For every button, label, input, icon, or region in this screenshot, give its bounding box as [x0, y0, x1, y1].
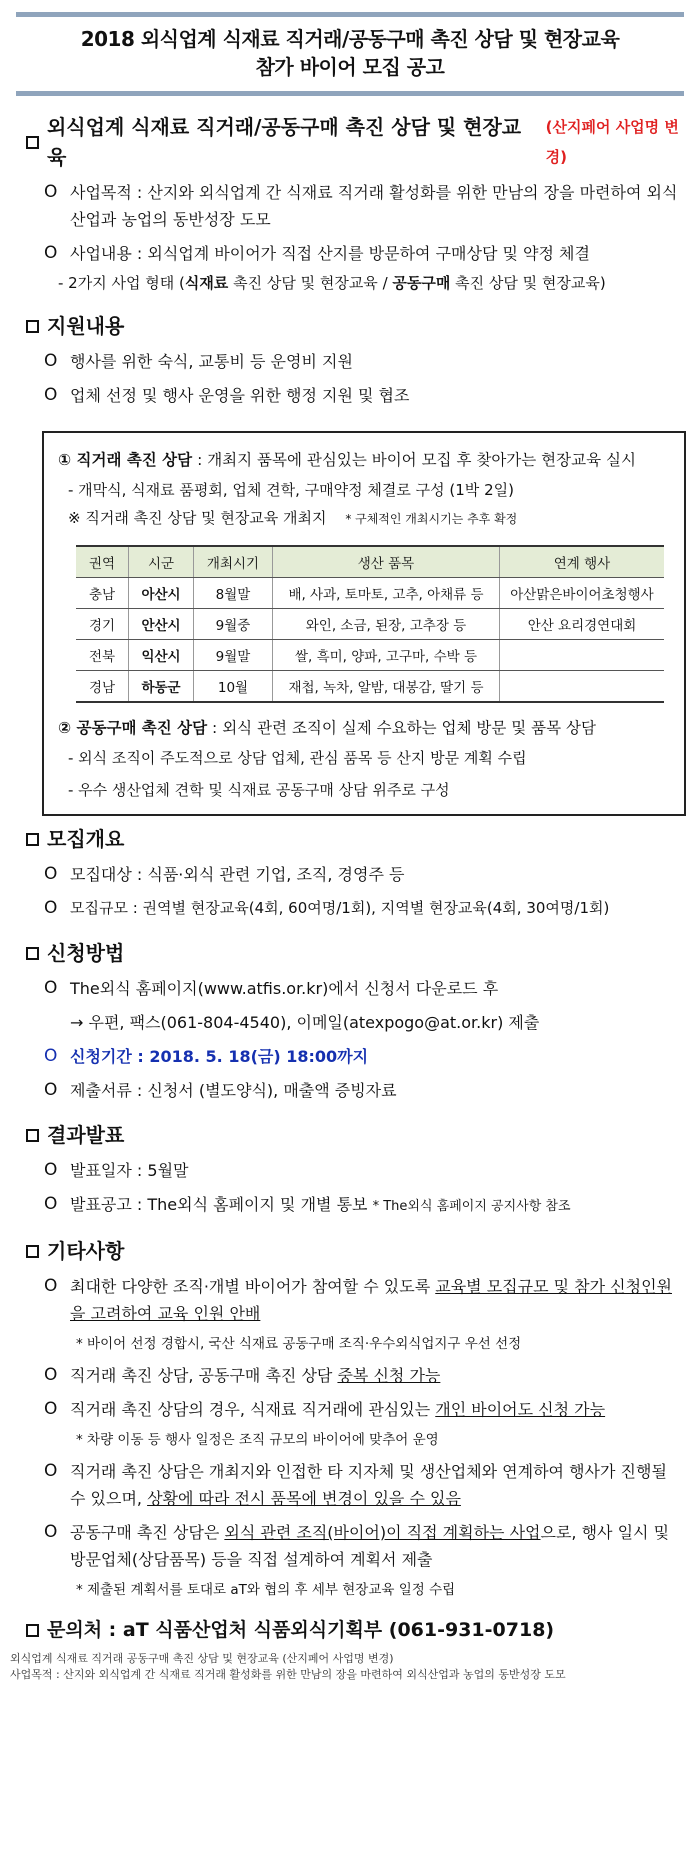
- direct-trade-item: ① 직거래 촉진 상담 : 개최지 품목에 관심있는 바이어 모집 후 찾아가는 현장교육 실시: [58, 451, 636, 469]
- checkbox-square-icon: [26, 1624, 39, 1637]
- page-title: 2018 외식업계 식재료 직거래/공동구매 촉진 상담 및 현장교육: [80, 27, 620, 51]
- result-date: O 발표일자 : 5월말: [44, 1157, 686, 1184]
- etc-item: O 직거래 촉진 상담, 공동구매 촉진 상담 중복 신청 가능: [44, 1362, 686, 1389]
- footer-line: 사업목적 : 산지와 외식업계 간 식재료 직거래 활성화를 위한 만남의 장을 마련하여 외식산업과 농업의 동반성장 도모: [10, 1668, 566, 1681]
- etc-section: [0, 1236, 700, 1601]
- table-header: 개최시기: [194, 546, 273, 578]
- etc-item: O 직거래 촉진 상담의 경우, 식재료 직거래에 관심있는 개인 바이어도 신청 가능: [44, 1396, 686, 1423]
- apply-section: [0, 938, 700, 1104]
- circle-bullet-icon: O: [44, 351, 58, 371]
- recruit-target: O 모집대상 : 식품·외식 관련 기업, 조직, 경영주 등: [44, 861, 686, 888]
- group-buy-sub: - 우수 생산업체 견학 및 식재료 공동구매 상담 위주로 구성: [68, 781, 450, 799]
- apply-period: O 신청기간 : 2018. 5. 18(금) 18:00까지: [44, 1043, 686, 1070]
- types-line: - 2가지 사업 형태 (식재료 촉진 상담 및 현장교육 / 공동구매 촉진 상담 및 현장교육): [58, 274, 606, 292]
- result-notice: O 발표공고 : The외식 홈페이지 및 개별 통보 * The외식 홈페이지 공지사항 참조: [44, 1191, 686, 1220]
- support-item: O 행사를 위한 숙식, 교통비 등 운영비 지원: [44, 348, 686, 375]
- apply-heading: 신청방법: [26, 938, 700, 968]
- table-header: 권역: [76, 546, 129, 578]
- support-item: O 업체 선정 및 행사 운영을 위한 행정 지원 및 협조: [44, 382, 686, 409]
- circle-bullet-icon: O: [44, 243, 58, 263]
- title-box: [16, 12, 684, 96]
- table-row: 경남 하동군 10월 재첩, 녹차, 알밤, 대봉감, 딸기 등: [76, 671, 664, 703]
- support-heading: 지원내용: [26, 311, 700, 341]
- table-header: 생산 품목: [273, 546, 500, 578]
- direct-trade-sub: - 개막식, 식재료 품평회, 업체 견학, 구매약정 체결로 구성 (1박 2일): [68, 481, 514, 499]
- recruit-section: [0, 824, 700, 922]
- circle-bullet-icon: O: [44, 1276, 58, 1296]
- etc-item: O 공동구매 촉진 상담은 외식 관련 조직(바이어)이 직접 계획하는 사업으로, 행사 일시 및 방문업체(상담품목) 등을 직접 설계하여 계획서 제출: [44, 1519, 686, 1573]
- checkbox-square-icon: [26, 1245, 39, 1258]
- etc-item: O 직거래 촉진 상담은 개최지와 인접한 타 지자체 및 생산업체와 연계하여 행사가 진행될 수 있으며, 상황에 따라 전시 품목에 변경이 있을 수 있음: [44, 1458, 686, 1512]
- apply-docs: O 제출서류 : 신청서 (별도양식), 매출액 증빙자료: [44, 1077, 686, 1104]
- etc-note: * 제출된 계획서를 토대로 aT와 협의 후 세부 현장교육 일정 수립: [76, 1582, 456, 1598]
- intro-section: [0, 112, 700, 295]
- checkbox-square-icon: [26, 947, 39, 960]
- circle-bullet-icon: O: [44, 1046, 58, 1066]
- page-subtitle: 참가 바이어 모집 공고: [255, 55, 445, 79]
- table-header-row: [76, 546, 664, 578]
- circle-bullet-icon: O: [44, 978, 58, 998]
- circle-bullet-icon: O: [44, 1194, 58, 1214]
- circle-bullet-icon: O: [44, 1080, 58, 1100]
- circle-bullet-icon: O: [44, 385, 58, 405]
- circle-bullet-icon: O: [44, 898, 58, 918]
- result-section: [0, 1120, 700, 1220]
- venue-table: [76, 545, 664, 703]
- checkbox-square-icon: [26, 320, 39, 333]
- program-box: [42, 431, 686, 816]
- content-item: O 사업내용 : 외식업계 바이어가 직접 산지를 방문하여 구매상담 및 약정 체결: [44, 240, 686, 267]
- circle-bullet-icon: O: [44, 182, 58, 202]
- etc-item: O 최대한 다양한 조직·개별 바이어가 참여할 수 있도록 교육별 모집규모 및 참가 신청인원을 고려하여 교육 인원 안배: [44, 1273, 686, 1327]
- etc-note: * 바이어 선정 경합시, 국산 식재료 공동구매 조직·우수외식업지구 우선 선정: [76, 1336, 522, 1352]
- etc-heading: 기타사항: [26, 1236, 700, 1266]
- recruit-heading: 모집개요: [26, 824, 700, 854]
- circle-bullet-icon: O: [44, 1365, 58, 1385]
- circle-bullet-icon: O: [44, 1522, 58, 1542]
- intro-heading-note: (산지페어 사업명 변경): [545, 118, 679, 166]
- checkbox-square-icon: [26, 136, 39, 149]
- footer: [10, 1651, 700, 1683]
- circle-bullet-icon: O: [44, 864, 58, 884]
- table-header: 시군: [129, 546, 194, 578]
- purpose-item: O 사업목적 : 산지와 외식업계 간 식재료 직거래 활성화를 위한 만남의 장을 마련하여 외식산업과 농업의 동반성장 도모: [44, 179, 686, 233]
- table-row: 전북 익산시 9월말 쌀, 흑미, 양파, 고구마, 수박 등: [76, 640, 664, 671]
- apply-submit: → 우편, 팩스(061-804-4540), 이메일(atexpogo@at.or.kr) 제출: [70, 1013, 540, 1032]
- group-buy-item: ② 공동구매 촉진 상담 : 외식 관련 조직이 실제 수요하는 업체 방문 및 품목 상담: [58, 719, 596, 737]
- group-buy-sub: - 외식 조직이 주도적으로 상담 업체, 관심 품목 등 산지 방문 계획 수립: [68, 749, 527, 767]
- venue-note: ※ 직거래 촉진 상담 및 현장교육 개최지 * 구체적인 개최시기는 추후 확정: [68, 509, 518, 527]
- checkbox-square-icon: [26, 1129, 39, 1142]
- support-section: [0, 311, 700, 409]
- table-header: 연계 행사: [500, 546, 665, 578]
- apply-download: O The외식 홈페이지(www.atfis.or.kr)에서 신청서 다운로드 후: [44, 975, 686, 1002]
- notice-page: [0, 12, 700, 1868]
- result-heading: 결과발표: [26, 1120, 700, 1150]
- etc-note: * 차량 이동 등 행사 일정은 조직 규모의 바이어에 맞추어 운영: [76, 1432, 439, 1448]
- checkbox-square-icon: [26, 833, 39, 846]
- intro-heading: 외식업계 식재료 직거래/공동구매 촉진 상담 및 현장교육 (산지페어 사업명 변경): [26, 112, 700, 172]
- circle-bullet-icon: O: [44, 1160, 58, 1180]
- circle-bullet-icon: O: [44, 1461, 58, 1481]
- table-row: 충남 아산시 8월말 배, 사과, 토마토, 고추, 아채류 등 아산맑은바이어초청행사: [76, 578, 664, 609]
- table-row: 경기 안산시 9월중 와인, 소금, 된장, 고추장 등 안산 요리경연대회: [76, 609, 664, 640]
- contact-line: 문의처 : aT 식품산업처 식품외식기획부 (061-931-0718): [0, 1615, 700, 1645]
- recruit-scale: O 모집규모 : 권역별 현장교육(4회, 60여명/1회), 지역별 현장교육(4회, 30여명/1회): [44, 895, 686, 922]
- footer-line: 외식업계 식재료 직거래 공동구매 촉진 상담 및 현장교육 (산지페어 사업명 변경): [10, 1652, 394, 1665]
- circle-bullet-icon: O: [44, 1399, 58, 1419]
